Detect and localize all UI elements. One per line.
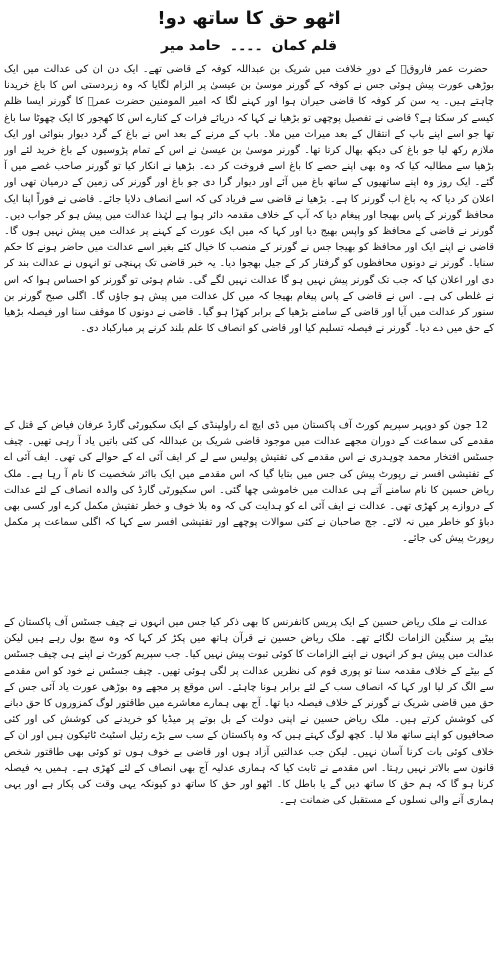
byline-separator: ۔۔۔۔ — [229, 38, 263, 54]
article-paragraph: 12 جون کو دوپہر سپریم کورٹ آف پاکستان میں ڈی ایچ اے راولپنڈی کے ایک سکیورٹی گارڈ عرفان فیاض کے قتل کے مقدمے کی سماعت کے دوران مجھے عدالت میں موجود قاضی شریک بن عبداللہ کی کئی باتیں یاد آ رہی تھیں۔ چیف جسٹس افتخار محمد چوہدری نے اس مقدمے کی تفتیش پولیس سے لے کر ایف آئی اے کے حوالے کی تھی۔ ایف آئی اے کے تفتیشی افسر نے رپورٹ پیش کی جس میں بتایا گیا کہ اس مقدمے میں ایک بااثر شخصیت کا نام آ رہا ہے۔ ملک ریاض حسین کا نام سامنے آتے ہی عدالت میں خاموشی چھا گئی۔ اس سکیورٹی گارڈ کی والدہ انصاف کے لئے عدالت کے دروازے پر کھڑی تھی۔ عدالت نے ایف آئی اے کو ہدایت کی کہ وہ بلا خوف و خطر تفتیش مکمل کرے اور کسی بھی دباؤ کو خاطر میں نہ لائے۔ جج صاحبان نے کئی سوالات پوچھے اور تفتیشی افسر سے کہا کہ اگلی سماعت پر مکمل رپورٹ پیش کی جائے۔ — [4, 420, 494, 545]
column-name: قلم کمان — [271, 38, 338, 54]
article-paragraph: حضرت عمر فاروقؓ کے دورِ خلافت میں شریک بن عبداللہ کوفہ کے قاضی تھے۔ ایک دن ان کی عدالت میں ایک بوڑھی عورت پیش ہوئی جس نے کوفہ کے گورنر موسیٰ بن عیسیٰ پر الزام لگایا کہ وہ زبردستی اس کا باغ خریدنا چاہتے ہیں۔ یہ سن کر کوفہ کا قاضی حیران ہوا اور کہنے لگا کہ امیر المومنین حضرت عمرؓ کا گورنر ایسا ظلم کیسے کر سکتا ہے؟ قاضی نے تفصیل پوچھی تو بڑھیا نے کہا کہ دریائے فرات کے کنارے اس کا کھجور کا ایک چھوٹا سا باغ تھا جو اسے اپنے باپ کے انتقال کے بعد میراث میں ملا۔ باپ کے مرنے کے بعد اس نے باغ کے گرد دیوار بنوائی اور ایک ملازم رکھ لیا جو باغ کی دیکھ بھال کرتا تھا۔ گورنر موسیٰ بن عیسیٰ نے اس کے تمام پڑوسیوں کے باغ خرید لئے اور بڑھیا سے مطالبہ کیا کہ وہ بھی اپنے حصے کا باغ اسے فروخت کر دے۔ بڑھیا نے انکار کیا تو گورنر صاحب غصے میں آ گئے۔ ایک روز وہ اپنے ساتھیوں کے ساتھ باغ میں آئے اور دیوار گرا دی جو باغ اور گورنر کی زمین کے درمیان تھی اور اعلان کر دیا کہ یہ باغ اب گورنر کا ہے۔ بڑھیا نے قاضی سے فریاد کی کہ اسے انصاف دلایا جائے۔ قاضی نے فوراً اپنا ایک محافظ گورنر کے پاس بھیجا اور پیغام دیا کہ آپ کے خلاف مقدمہ دائر ہوا ہے لہٰذا عدالت میں پیش ہو کر جواب دیں۔ گورنر نے قاضی کے محافظ کو واپس بھیج دیا اور کہا کہ میں ایک عورت کے کہنے پر عدالت میں پیش نہیں ہوں گا۔ قاضی نے اپنے ایک اور محافظ کو بھیجا جس نے گورنر کے منصب کا خیال کئے بغیر اسے عدالت میں حاضر ہونے کا حکم سنایا۔ گورنر نے دونوں محافظوں کو گرفتار کر کے جیل بھجوا دیا۔ یہ خبر قاضی تک پہنچی تو انہوں نے عدالت بند کر دی اور اعلان کیا کہ جب تک گورنر پیش نہیں ہو گا عدالت نہیں لگے گی۔ شام ہوئی تو گورنر کو احساس ہوا کہ اس نے غلطی کی ہے۔ اس نے قاضی کے پاس پیغام بھیجا کہ میں کل عدالت میں پیش ہو جاؤں گا۔ اگلی صبح گورنر بن سنور کر عدالت میں آیا اور قاضی کے سامنے بڑھیا کے برابر کھڑا ہو گیا۔ قاضی نے دونوں کا موقف سنا اور فیصلہ بڑھیا کے حق میں دے دیا۔ گورنر نے فیصلہ تسلیم کیا اور قاضی کو انصاف کا علم بلند کرنے پر مبارکباد دی۔ — [4, 64, 494, 335]
author-name: حامد میر — [160, 38, 222, 54]
article-paragraph: عدالت نے ملک ریاض حسین کے ایک پریس کانفرنس کا بھی ذکر کیا جس میں انہوں نے چیف جسٹس آف پاکستان کے بیٹے پر سنگین الزامات لگائے تھے۔ ملک ریاض حسین نے قرآن ہاتھ میں پکڑ کر کہا کہ وہ سچ بول رہے ہیں لیکن عدالت میں پیش ہو کر انہوں نے اپنے الزامات کا کوئی ثبوت پیش نہیں کیا۔ جب سپریم کورٹ نے اپنے ہی چیف جسٹس کے بیٹے کے خلاف مقدمہ سنا تو پوری قوم کی نظریں عدالت پر لگی ہوئی تھیں۔ چیف جسٹس نے خود کو اس مقدمے سے الگ کر لیا اور کہا کہ انصاف سب کے لئے برابر ہونا چاہئے۔ اس موقع پر مجھے وہ بوڑھی عورت یاد آئی جس کے حق میں قاضی شریک نے گورنر کے خلاف فیصلہ دیا تھا۔ آج بھی ہمارے معاشرے میں طاقتور لوگ کمزوروں کا حق دبانے کی کوشش کرتے ہیں۔ ملک ریاض حسین نے اپنی دولت کے بل بوتے پر میڈیا کو خریدنے کی کوشش کی اور کئی صحافیوں کو اپنے ساتھ ملا لیا۔ کچھ لوگ کہتے ہیں کہ وہ پاکستان کے سب سے بڑے رئیل اسٹیٹ ٹائیکون ہیں اور ان کے خلاف کوئی بات کرنا آسان نہیں۔ لیکن جب عدالتیں آزاد ہوں اور قاضی بے خوف ہوں تو کوئی بھی طاقتور شخص قانون سے بالاتر نہیں رہتا۔ اس مقدمے نے ثابت کیا کہ ہماری عدلیہ آج بھی انصاف کے لئے کھڑی ہے۔ ہمیں یہ فیصلہ کرنا ہو گا کہ ہم حق کا ساتھ دیں گے یا باطل کا۔ اٹھو اور حق کا ساتھ دو کیونکہ یہی وقت کی پکار ہے اور یہی ہماری آنے والی نسلوں کے مستقبل کی ضمانت ہے۔ — [4, 617, 494, 807]
article-title: اٹھو حق کا ساتھ دو! — [157, 8, 341, 29]
byline — [4, 36, 494, 56]
